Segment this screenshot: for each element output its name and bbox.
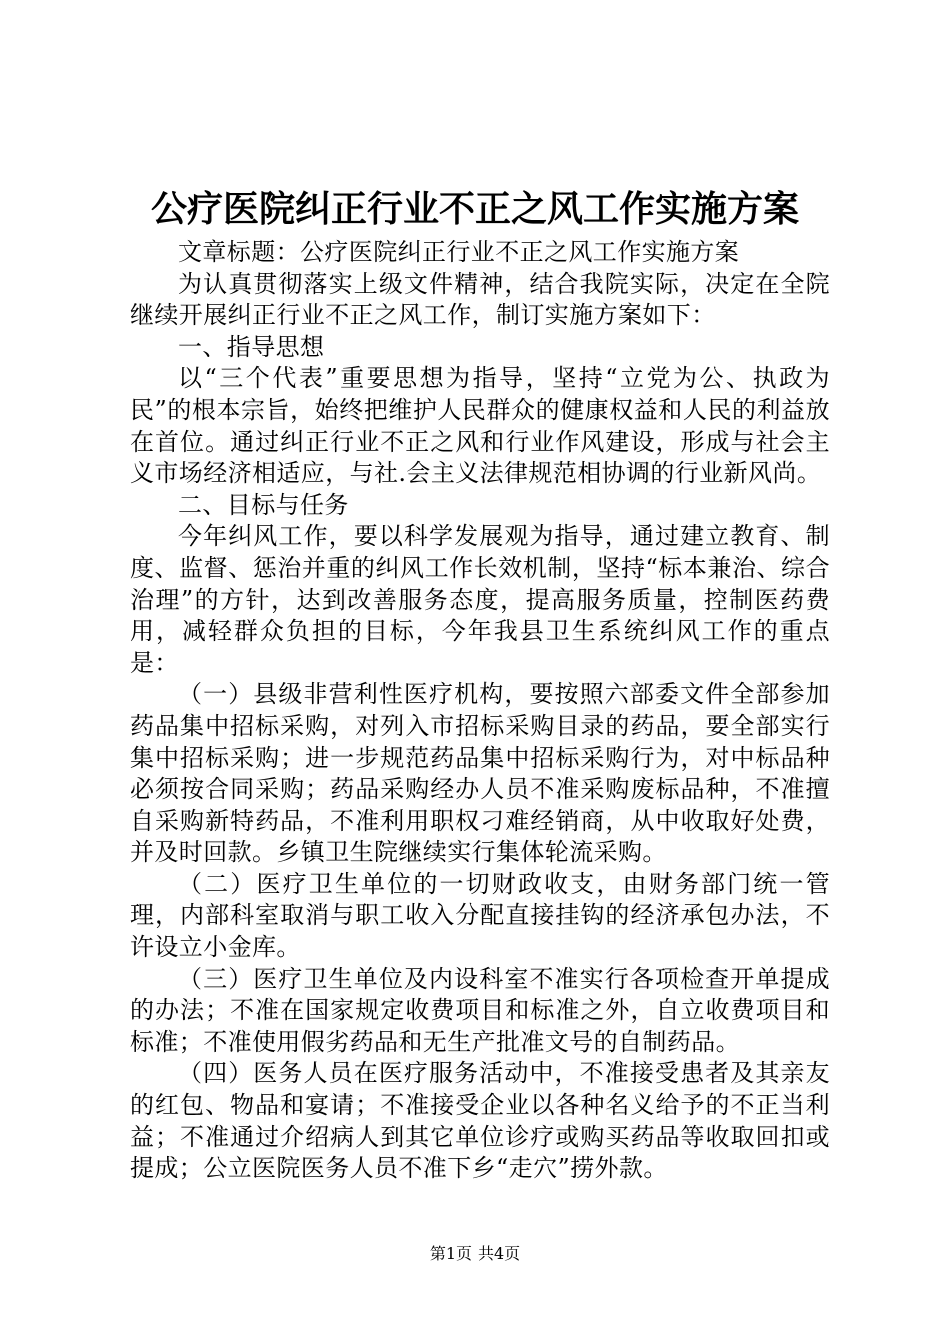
section-heading: 二、目标与任务: [178, 490, 349, 519]
page-total: 共4页: [478, 1244, 521, 1263]
section-heading: 一、指导思想: [178, 332, 325, 361]
paragraph: （二）医疗卫生单位的一切财政收支，由财务部门统一管理，内部科室取消与职工收入分配直接挂钩的经济承包办法，不许设立小金库。: [130, 869, 830, 962]
paragraph: （一）县级非营利性医疗机构，要按照六部委文件全部参加药品集中招标采购，对列入市招标采购目录的药品，要全部实行集中招标采购；进一步规范药品集中招标采购行为，对中标品种必须按合同采购；药品采购经办人员不准采购废标品种，不准擅自采购新特药品，不准利用职权刁难经销商，从中收取好处费，并及时回款。乡镇卫生院继续实行集体轮流采购。: [130, 680, 830, 867]
document-body: [130, 237, 830, 1185]
page-footer: [0, 1243, 950, 1265]
article-title-line: 文章标题：公疗医院纠正行业不正之风工作实施方案: [178, 238, 740, 266]
document-title: 公疗医院纠正行业不正之风工作实施方案: [150, 189, 799, 230]
paragraph: （四）医务人员在医疗服务活动中，不准接受患者及其亲友的红包、物品和宴请；不准接受企业以各种名义给予的不正当利益；不准通过介绍病人到其它单位诊疗或购买药品等收取回扣或提成；公立医院医务人员不准下乡“走穴”捞外款。: [130, 1059, 830, 1183]
paragraph: 以“三个代表”重要思想为指导，坚持“立党为公、执政为民”的根本宗旨，始终把维护人民群众的健康权益和人民的利益放在首位。通过纠正行业不正之风和行业作风建设，形成与社会主义市场经济相适应，与社.会主义法律规范相协调的行业新风尚。: [130, 364, 830, 488]
paragraph: （三）医疗卫生单位及内设科室不准实行各项检查开单提成的办法；不准在国家规定收费项目和标准之外，自立收费项目和标准；不准使用假劣药品和无生产批准文号的自制药品。: [130, 964, 830, 1056]
paragraph: 今年纠风工作，要以科学发展观为指导，通过建立教育、制度、监督、惩治并重的纠风工作长效机制，坚持“标本兼治、综合治理”的方针，达到改善服务态度，提高服务质量，控制医药费用，减轻群众负担的目标，今年我县卫生系统纠风工作的重点是：: [130, 522, 830, 677]
page-number: 第1页: [429, 1244, 472, 1263]
paragraph: 为认真贯彻落实上级文件精神，结合我院实际，决定在全院继续开展纠正行业不正之风工作，制订实施方案如下：: [130, 269, 830, 330]
